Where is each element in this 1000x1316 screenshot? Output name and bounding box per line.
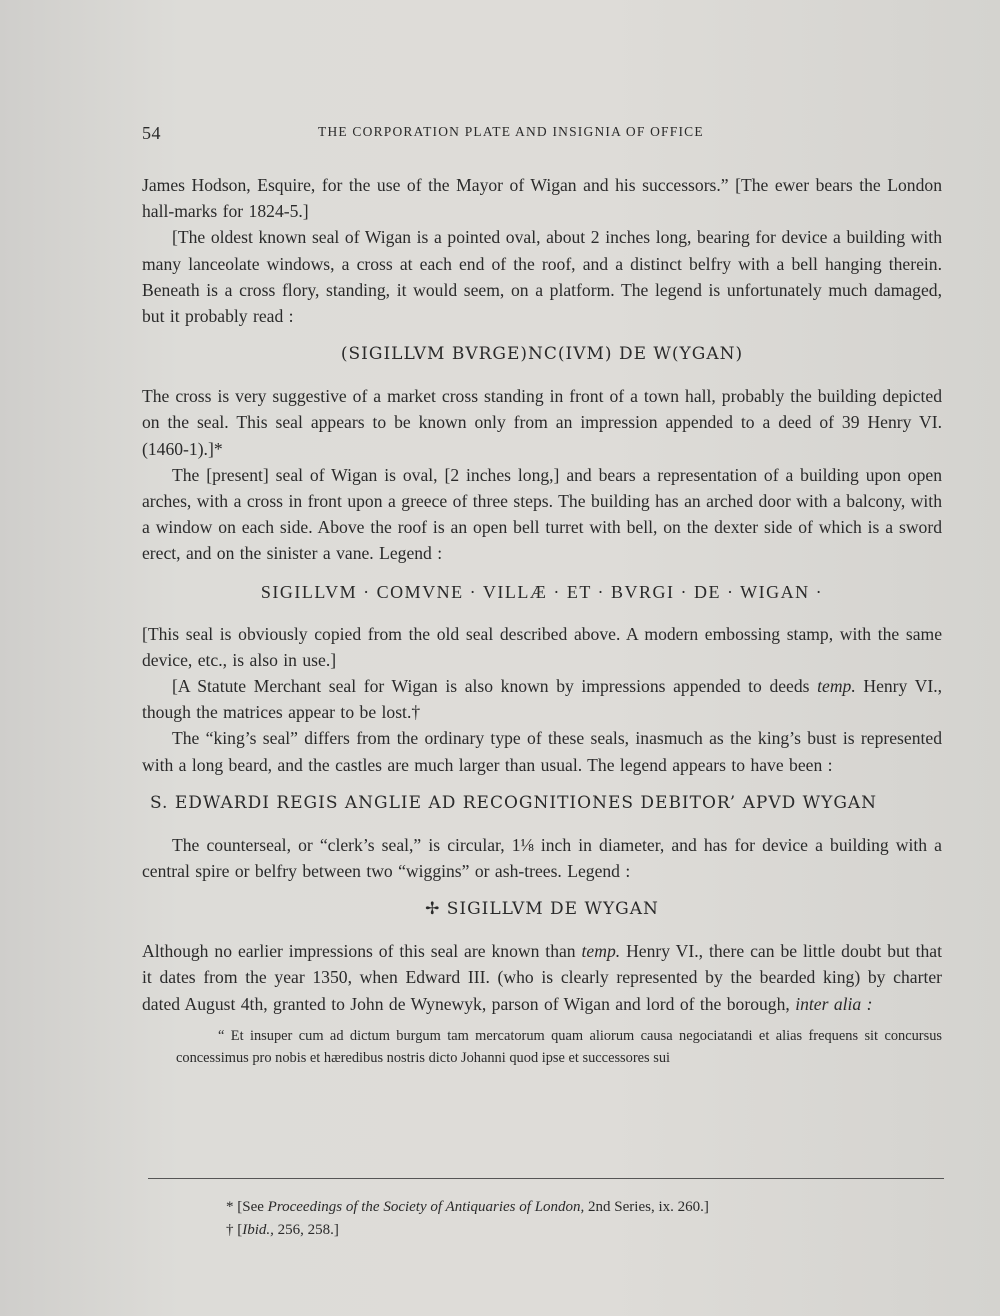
page-body [142, 172, 942, 1069]
footnote-title: Proceedings of the Society of Antiquaries of London, [267, 1199, 585, 1215]
italic-term: temp. [817, 676, 856, 697]
italic-term: inter alia : [795, 993, 873, 1014]
paragraph [142, 673, 942, 725]
paragraph: [The oldest known seal of Wigan is a pointed oval, about 2 inches long, bearing for device a building with many lanceolate windows, a cross at each end of the roof, and a distinct belfry with a bell hanging therein. Beneath is a cross flory, standing, it would seem, on a platform. The legend is unfortunately much damaged, but it probably read : [142, 227, 942, 327]
seal-legend: (SIGILLVM BVRGE)NC(IVM) DE W(YGAN) [340, 344, 744, 365]
running-head: THE CORPORATION PLATE AND INSIGNIA OF OFFICE [318, 124, 704, 139]
page-header [142, 120, 952, 144]
footnote-2 [226, 1219, 866, 1242]
paragraph-text: [A Statute Merchant seal for Wigan is also known by impressions appended to deeds [172, 676, 818, 697]
seal-legend: ✢ SIGILLVM DE WYGAN [425, 899, 659, 920]
footnotes [226, 1196, 866, 1242]
page-number: 54 [142, 123, 161, 143]
seal-legend: SIGILLVM · COMVNE · VILLÆ · ET · BVRGI · DE · WIGAN · [260, 581, 824, 602]
paragraph-text: Henry VI., there can be little doubt but that it dates from the year 1350, when Edward III. (who is clearly represented by the bearded king) by charter dated August 4th, granted to John de Wynewyk, parson of Wigan and lord of the borough, [142, 941, 943, 1014]
footnote-text: 256, 258.] [273, 1222, 339, 1238]
latin-quotation: “ Et insuper cum ad dictum burgum tam mercatorum quam aliorum causa negociatandi et alias frequens sit concursus concessimus pro nobis et hæredibus nostris dicto Johanni quod ipse et successores sui [176, 1027, 942, 1066]
footnote-text: † [ [226, 1222, 243, 1238]
footnote-text: 2nd Series, ix. 260.] [584, 1199, 709, 1215]
paragraph: James Hodson, Esquire, for the use of the Mayor of Wigan and his successors.” [The ewer bears the London hall-marks for 1824-5.] [142, 175, 942, 222]
paragraph: The cross is very suggestive of a market cross standing in front of a town hall, probably the building depicted on the seal. This seal appears to be known only from an impression appended to a deed of 39 Henry VI. (1460-1).]* [142, 386, 942, 459]
paragraph-text: Although no earlier impressions of this seal are known than [142, 941, 582, 962]
paragraph: The [present] seal of Wigan is oval, [2 inches long,] and bears a representation of a building upon open arches, with a cross in front upon a greece of three steps. The building has an arched door with a balcony, with a window on each side. Above the roof is an open bell turret with bell, on the dexter side of which is a sword erect, and on the sinister a vane. Legend : [142, 464, 942, 564]
italic-term: temp. [581, 941, 621, 962]
footnote-text: * [See [226, 1199, 268, 1215]
seal-legend: S. EDWARDI REGIS ANGLIE AD RECOGNITIONES DEBITOR’ APVD WYGAN [150, 792, 878, 813]
paragraph [142, 938, 942, 1017]
paragraph-text: Henry VI., though the matrices appear to be lost.† [142, 676, 942, 723]
footnote-1 [226, 1196, 866, 1219]
paragraph: The counterseal, or “clerk’s seal,” is circular, 1⅛ inch in diameter, and has for device a building with a central spire or belfry between two “wiggins” or ash-trees. Legend : [142, 834, 942, 882]
paragraph: [This seal is obviously copied from the old seal described above. A modern embossing stamp, with the same device, etc., is also in use.] [142, 623, 942, 670]
footnote-title: Ibid., [242, 1222, 274, 1238]
paragraph: The “king’s seal” differs from the ordinary type of these seals, inasmuch as the king’s bust is represented with a long beard, and the castles are much larger than usual. The legend appears to have been : [142, 728, 942, 775]
footnote-rule [148, 1178, 944, 1179]
